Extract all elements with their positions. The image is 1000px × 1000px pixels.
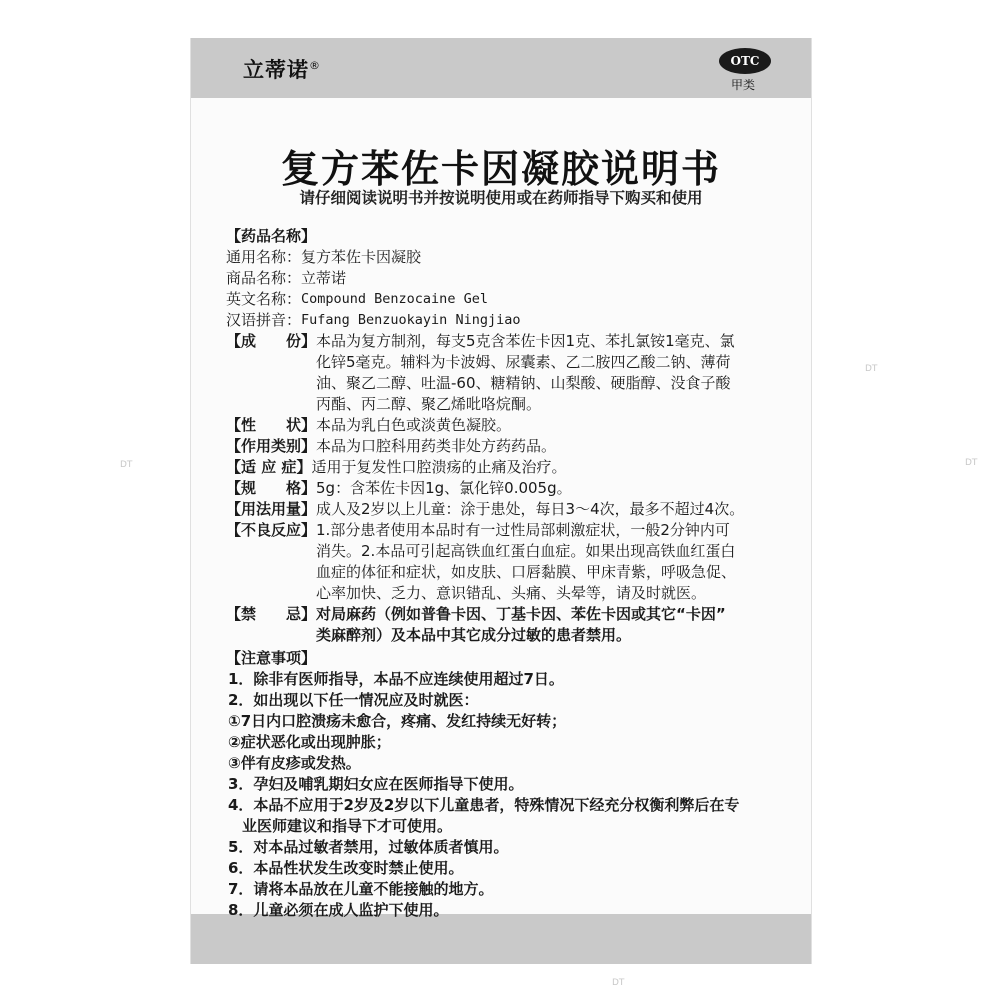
precautions-heading: 【注意事项】	[226, 649, 317, 667]
section-row	[226, 457, 791, 478]
section-line: 本品为复方制剂，每支5克含苯佐卡因1克、苯扎氯铵1毫克、氯	[316, 332, 735, 350]
section-row	[226, 520, 791, 604]
section-line: 血症的体征和症状，如皮肤、口唇黏膜、甲床青紫，呼吸急促、	[316, 563, 737, 581]
precaution-line: 2．如出现以下任一情况应及时就医：	[228, 691, 479, 709]
section-content	[316, 499, 791, 520]
precaution-line: ③伴有皮疹或发热。	[228, 754, 361, 772]
document-subtitle: 请仔细阅读说明书并按说明使用或在药师指导下购买和使用	[299, 189, 703, 207]
english-name-label: 英文名称：	[226, 290, 302, 308]
trade-name-value: 立蒂诺	[301, 269, 347, 287]
section-label: 【禁 忌】	[226, 605, 317, 623]
pinyin-name-label: 汉语拼音：	[226, 311, 302, 329]
section-label: 【性 状】	[226, 416, 317, 434]
section-label: 【不良反应】	[226, 521, 317, 539]
section-label: 【用法用量】	[226, 500, 317, 518]
section-line: 本品为口腔科用药类非处方药药品。	[316, 437, 557, 455]
otc-badge-text: OTC	[730, 54, 760, 68]
section-label: 【作用类别】	[226, 437, 317, 455]
english-name-row	[226, 289, 791, 310]
footer-band	[191, 914, 811, 964]
section-content	[311, 457, 791, 478]
precaution-line: ②症状恶化或出现肿胀；	[228, 733, 391, 751]
sections	[226, 331, 791, 646]
precaution-line: 5．对本品过敏者禁用，过敏体质者慎用。	[228, 838, 509, 856]
section-line: 化锌5毫克。辅料为卡波姆、尿囊素、乙二胺四乙酸二钠、薄荷	[316, 353, 731, 371]
generic-name-value: 复方苯佐卡因凝胶	[301, 248, 422, 266]
pinyin-name-value: Fufang Benzuokayin Ningjiao	[301, 312, 521, 328]
precaution-line: 3．孕妇及哺乳期妇女应在医师指导下使用。	[228, 775, 524, 793]
precautions-list	[226, 669, 791, 921]
brand-name: 立蒂诺	[243, 58, 309, 82]
watermark: DT	[865, 364, 878, 374]
section-row	[226, 478, 791, 499]
section-line: 心率加快、乏力、意识错乱、头痛、头晕等，请及时就医。	[316, 584, 707, 602]
generic-name-row	[226, 247, 791, 268]
section-line: 丙酯、丙二醇、聚乙烯吡咯烷酮。	[316, 395, 542, 413]
section-content	[316, 331, 791, 415]
section-row	[226, 604, 791, 646]
section-row	[226, 436, 791, 457]
section-line: 对局麻药（例如普鲁卡因、丁基卡因、苯佐卡因或其它“卡因”	[316, 605, 726, 623]
section-line: 类麻醉剂）及本品中其它成分过敏的患者禁用。	[316, 626, 632, 644]
section-line: 5g：含苯佐卡因1g、氯化锌0.005g。	[316, 479, 572, 497]
drug-name-heading: 【药品名称】	[226, 227, 317, 245]
section-line: 本品为乳白色或淡黄色凝胶。	[316, 416, 512, 434]
instruction-leaflet	[190, 38, 812, 964]
pinyin-name-row	[226, 310, 791, 331]
section-content	[316, 415, 791, 436]
precaution-line: ①7日内口腔溃疡未愈合，疼痛、发红持续无好转；	[228, 712, 567, 730]
section-content	[316, 604, 791, 646]
section-content	[316, 436, 791, 457]
otc-class: 甲类	[731, 78, 756, 92]
section-row	[226, 331, 791, 415]
section-line: 消失。2.本品可引起高铁血红蛋白血症。如果出现高铁血红蛋白	[316, 542, 736, 560]
registered-mark: ®	[309, 59, 321, 72]
section-row	[226, 415, 791, 436]
otc-badge	[719, 48, 771, 74]
section-line: 成人及2岁以上儿童：涂于患处，每日3～4次，最多不超过4次。	[316, 500, 745, 518]
section-row	[226, 499, 791, 520]
precaution-line: 业医师建议和指导下才可使用。	[242, 817, 453, 835]
section-label: 【规 格】	[226, 479, 317, 497]
section-line: 适用于复发性口腔溃疡的止痛及治疗。	[311, 458, 567, 476]
english-name-value: Compound Benzocaine Gel	[301, 291, 488, 307]
section-line: 油、聚乙二醇、吐温-60、糖精钠、山梨酸、硬脂醇、没食子酸	[316, 374, 731, 392]
trade-name-row	[226, 268, 791, 289]
leaflet-body	[226, 226, 791, 921]
brand-logo	[243, 54, 321, 84]
section-content	[316, 478, 791, 499]
section-line: 1.部分患者使用本品时有一过性局部刺激症状，一般2分钟内可	[316, 521, 730, 539]
precaution-line: 7．请将本品放在儿童不能接触的地方。	[228, 880, 494, 898]
precaution-line: 6．本品性状发生改变时禁止使用。	[228, 859, 464, 877]
watermark: DT	[965, 458, 978, 468]
watermark: DT	[120, 460, 133, 470]
section-content	[316, 520, 791, 604]
section-label: 【成 份】	[226, 332, 317, 350]
generic-name-label: 通用名称：	[226, 248, 302, 266]
watermark: DT	[612, 978, 625, 988]
document-title: 复方苯佐卡因凝胶说明书	[280, 147, 721, 191]
precaution-line: 1．除非有医师指导，本品不应连续使用超过7日。	[228, 670, 564, 688]
trade-name-label: 商品名称：	[226, 269, 302, 287]
precaution-line: 8．儿童必须在成人监护下使用。	[228, 901, 449, 919]
precaution-line: 4．本品不应用于2岁及2岁以下儿童患者，特殊情况下经充分权衡利弊后在专	[228, 796, 740, 814]
section-label: 【适 应 症】	[226, 458, 312, 476]
